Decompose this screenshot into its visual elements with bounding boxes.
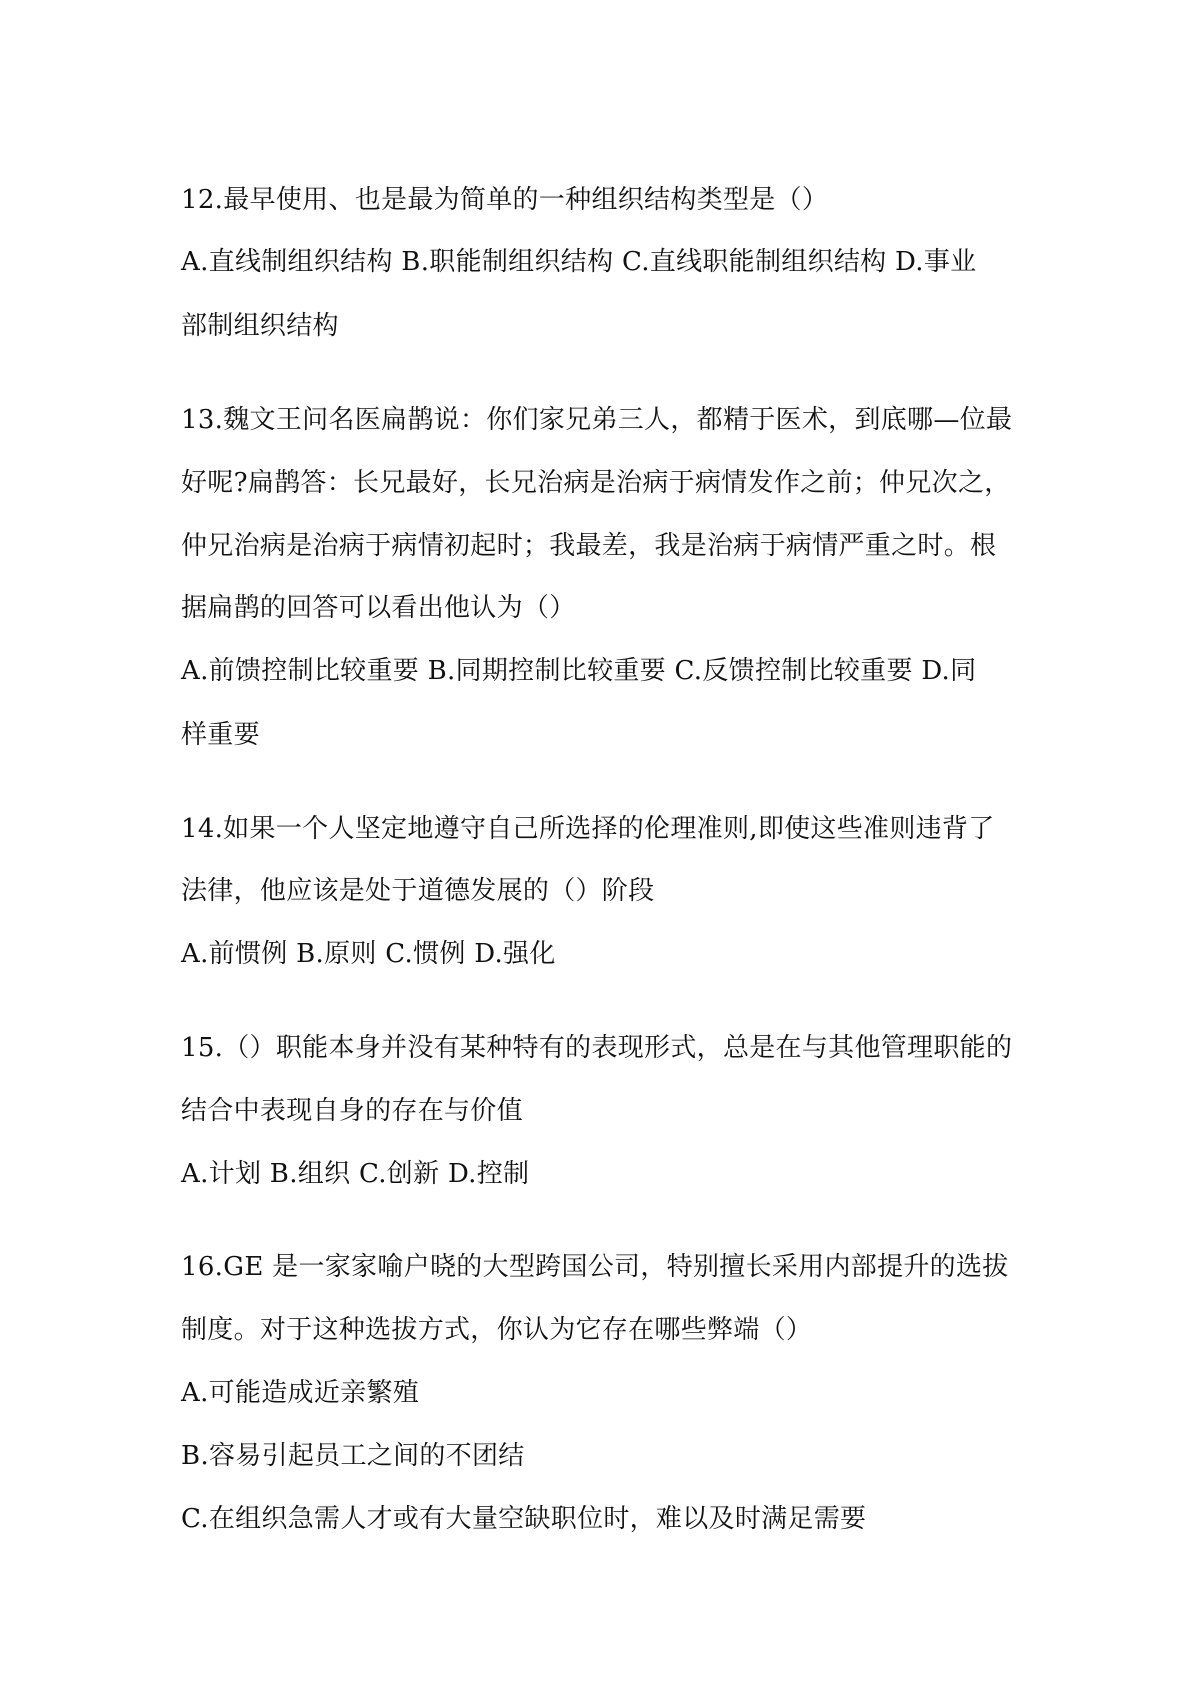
question-14-stem-line-1: 14.如果一个人坚定地遵守自己所选择的伦理准则,即使这些准则违背了 <box>181 814 995 844</box>
question-12-options-cont: 部制组织结构 <box>181 311 339 341</box>
question-14-stem-line-2: 法律，他应该是处于道德发展的（）阶段 <box>181 876 655 906</box>
question-15-stem-line-1: 15.（）职能本身并没有某种特有的表现形式，总是在与其他管理职能的 <box>181 1033 1013 1063</box>
question-13-options: A.前馈控制比较重要 B.同期控制比较重要 C.反馈控制比较重要 D.同 <box>181 656 977 686</box>
question-16-option-a: A.可能造成近亲繁殖 <box>181 1378 420 1408</box>
question-16-stem-line-2: 制度。对于这种选拔方式，你认为它存在哪些弊端（） <box>181 1315 813 1345</box>
question-14-options: A.前惯例 B.原则 C.惯例 D.强化 <box>181 939 556 969</box>
question-13-stem-line-4: 据扁鹊的回答可以看出他认为（） <box>181 593 576 623</box>
question-13-stem-line-1: 13.魏文王问名医扁鹊说：你们家兄弟三人，都精于医术，到底哪—位最 <box>181 405 1013 435</box>
question-16-stem-line-1: 16.GE 是一家家喻户晓的大型跨国公司，特别擅长采用内部提升的选拔 <box>181 1252 1009 1282</box>
question-16-option-b: B.容易引起员工之间的不团结 <box>181 1441 525 1471</box>
question-16-option-c: C.在组织急需人才或有大量空缺职位时，难以及时满足需要 <box>181 1504 867 1534</box>
question-13-stem-line-2: 好呢?扁鹊答：长兄最好，长兄治病是治病于病情发作之前；仲兄次之， <box>181 468 1011 498</box>
question-12-options: A.直线制组织结构 B.职能制组织结构 C.直线职能制组织结构 D.事业 <box>181 247 977 277</box>
question-13-options-cont: 样重要 <box>181 720 260 750</box>
question-15-options: A.计划 B.组织 C.创新 D.控制 <box>181 1159 530 1189</box>
question-12-stem: 12.最早使用、也是最为简单的一种组织结构类型是（） <box>181 185 829 215</box>
question-13-stem-line-3: 仲兄治病是治病于病情初起时；我最差，我是治病于病情严重之时。根 <box>181 531 997 561</box>
question-15-stem-line-2: 结合中表现自身的存在与价值 <box>181 1096 523 1126</box>
